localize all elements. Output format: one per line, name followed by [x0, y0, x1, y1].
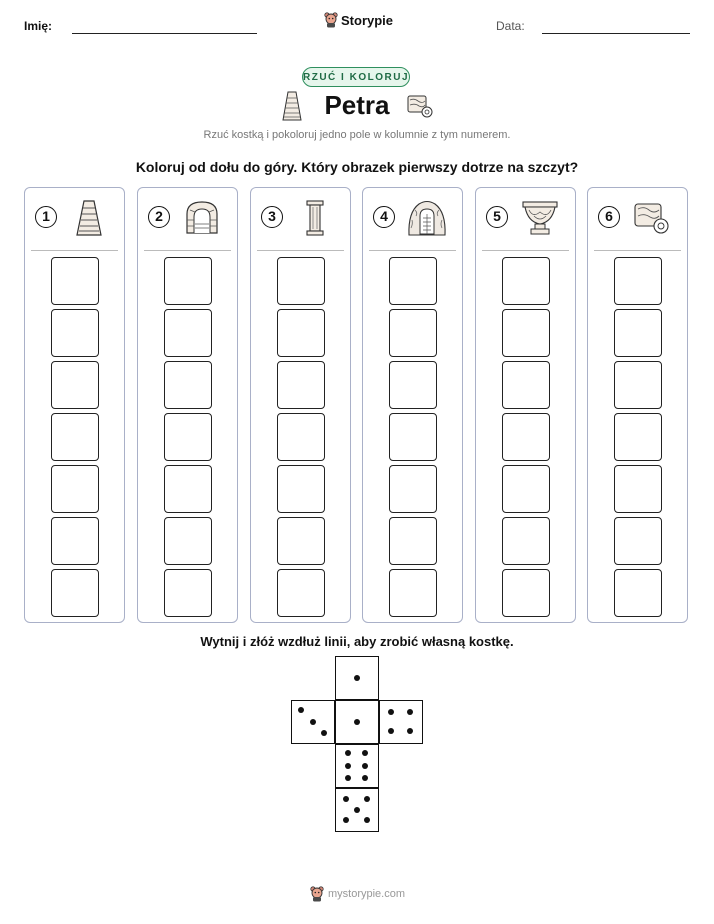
column-divider [257, 250, 344, 251]
footer [310, 886, 405, 902]
die-face [335, 744, 379, 788]
activity-badge: RZUĆ I KOLORUJ [302, 67, 410, 87]
page-subtitle: Rzuć kostką i pokoloruj jedno pole w kolumnie z tym numerem. [203, 129, 511, 141]
color-cell[interactable] [614, 569, 662, 617]
color-cell[interactable] [277, 413, 325, 461]
rock-tomb-door-icon [407, 198, 447, 238]
dice-column-6 [587, 187, 688, 623]
die-face [335, 656, 379, 700]
color-cell[interactable] [614, 413, 662, 461]
color-cell[interactable] [51, 361, 99, 409]
die-pip [343, 817, 349, 823]
column-divider [144, 250, 231, 251]
color-cell[interactable] [51, 257, 99, 305]
brand-name: Storypie [341, 12, 394, 28]
die-face [291, 700, 335, 744]
stone-arch-icon [182, 198, 222, 238]
column-number: 3 [261, 206, 283, 228]
color-cell[interactable] [51, 517, 99, 565]
color-cell[interactable] [277, 361, 325, 409]
die-pip [388, 709, 394, 715]
color-cell[interactable] [389, 465, 437, 513]
die-pip [364, 796, 370, 802]
dice-column-5 [475, 187, 576, 623]
color-cell[interactable] [389, 413, 437, 461]
die-pip [354, 807, 360, 813]
color-cell[interactable] [614, 257, 662, 305]
die-pip [407, 728, 413, 734]
broken-capital-icon [405, 92, 435, 120]
column-number: 5 [486, 206, 508, 228]
column-number: 2 [148, 206, 170, 228]
column-divider [594, 250, 681, 251]
die-pip [364, 817, 370, 823]
color-cell[interactable] [164, 257, 212, 305]
die-pip [345, 750, 351, 756]
brand-logo [324, 12, 393, 28]
die-pip [310, 719, 316, 725]
color-cell[interactable] [277, 257, 325, 305]
bear-mascot-icon [310, 886, 324, 902]
die-pip [321, 730, 327, 736]
color-cell[interactable] [164, 569, 212, 617]
die-pip [362, 775, 368, 781]
color-cell[interactable] [277, 309, 325, 357]
coloring-instruction: Koloruj od dołu do góry. Który obrazek pierwszy dotrze na szczyt? [135, 159, 579, 175]
color-cell[interactable] [164, 413, 212, 461]
die-face [379, 700, 423, 744]
dice-column-1 [24, 187, 125, 623]
die-pip [345, 763, 351, 769]
color-cell[interactable] [614, 361, 662, 409]
color-cell[interactable] [614, 517, 662, 565]
color-cell[interactable] [51, 465, 99, 513]
footer-url: mystorypie.com [328, 888, 406, 900]
column-divider [482, 250, 569, 251]
color-cell[interactable] [502, 257, 550, 305]
column-number: 4 [373, 206, 395, 228]
column-divider [31, 250, 118, 251]
color-cell[interactable] [502, 517, 550, 565]
broken-capital-icon [632, 198, 672, 238]
die-pip [362, 763, 368, 769]
color-cell[interactable] [389, 257, 437, 305]
column-number: 6 [598, 206, 620, 228]
color-cell[interactable] [51, 413, 99, 461]
capital-urn-icon [520, 198, 560, 238]
color-cell[interactable] [502, 569, 550, 617]
color-cell[interactable] [389, 361, 437, 409]
color-cell[interactable] [164, 465, 212, 513]
die-pip [407, 709, 413, 715]
monolith-icon [69, 198, 109, 238]
die-pip [354, 675, 360, 681]
die-face [335, 700, 379, 744]
dice-column-3 [250, 187, 351, 623]
column-divider [369, 250, 456, 251]
die-pip [298, 707, 304, 713]
dice-column-2 [137, 187, 238, 623]
color-cell[interactable] [51, 309, 99, 357]
column-pillar-icon [295, 198, 335, 238]
color-cell[interactable] [389, 569, 437, 617]
cut-instruction: Wytnij i złóż wzdłuż linii, aby zrobić własną kostkę. [200, 634, 514, 649]
date-write-line[interactable] [542, 33, 690, 34]
column-number: 1 [35, 206, 57, 228]
die-pip [345, 775, 351, 781]
die-pip [388, 728, 394, 734]
color-cell[interactable] [164, 361, 212, 409]
color-cell[interactable] [614, 309, 662, 357]
date-label: Data: [496, 19, 525, 33]
color-cell[interactable] [277, 465, 325, 513]
color-cell[interactable] [51, 569, 99, 617]
bear-mascot-icon [324, 12, 338, 28]
page-title: Petra [324, 90, 390, 120]
die-face [335, 788, 379, 832]
die-pip [343, 796, 349, 802]
color-cell[interactable] [277, 569, 325, 617]
color-cell[interactable] [164, 309, 212, 357]
color-cell[interactable] [502, 465, 550, 513]
die-pip [362, 750, 368, 756]
dice-column-4 [362, 187, 463, 623]
color-cell[interactable] [502, 309, 550, 357]
color-cell[interactable] [502, 413, 550, 461]
color-cell[interactable] [389, 309, 437, 357]
color-cell[interactable] [277, 517, 325, 565]
color-cell[interactable] [614, 465, 662, 513]
color-cell[interactable] [164, 517, 212, 565]
name-write-line[interactable] [72, 33, 257, 34]
color-cell[interactable] [502, 361, 550, 409]
color-cell[interactable] [389, 517, 437, 565]
name-label: Imię: [24, 19, 53, 33]
die-pip [354, 719, 360, 725]
